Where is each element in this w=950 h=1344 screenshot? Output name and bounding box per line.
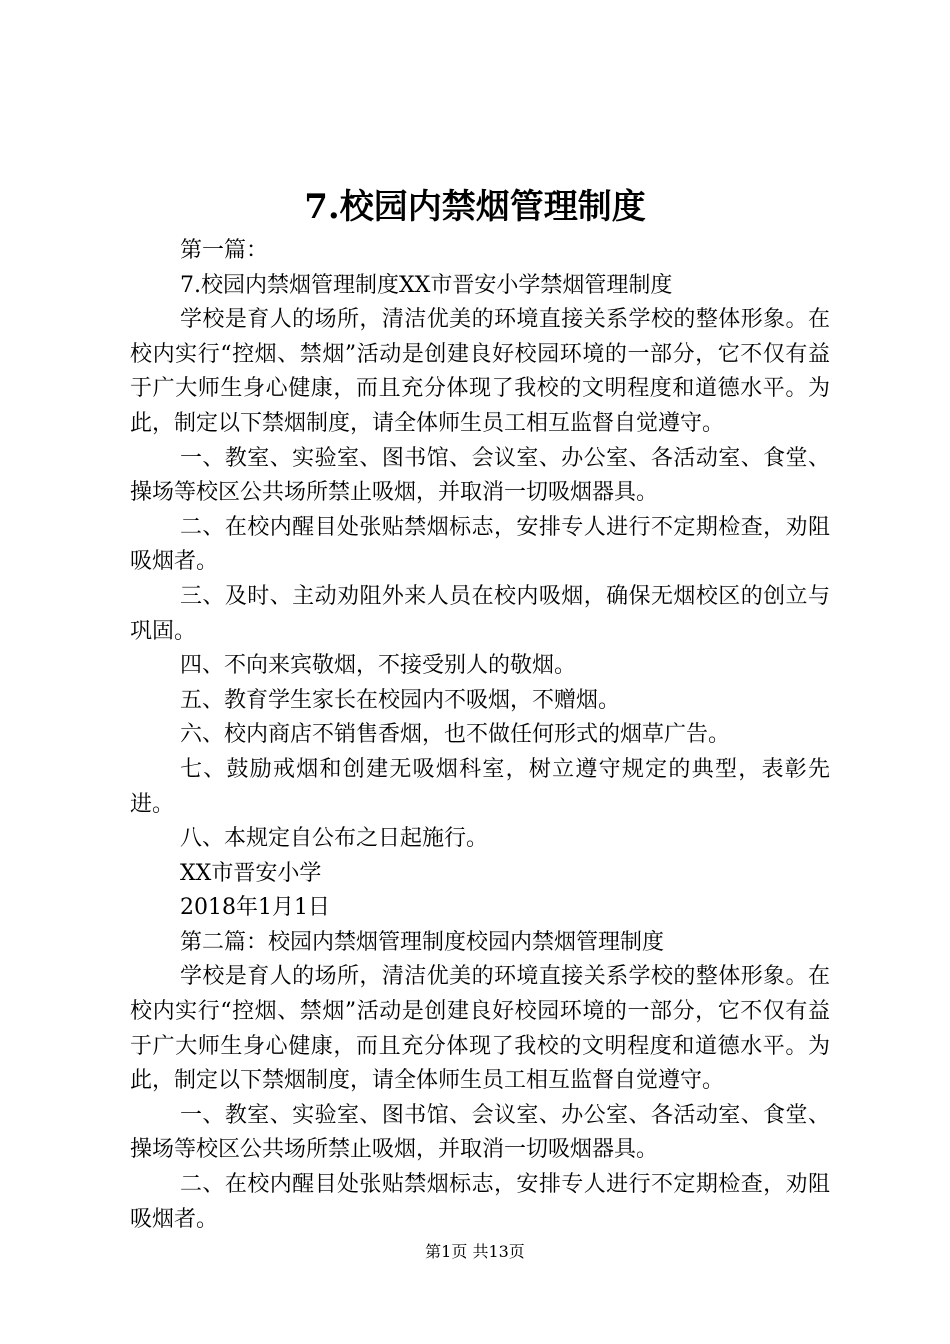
rule-item-6: 六、校内商店不销售香烟，也不做任何形式的烟草广告。	[180, 722, 731, 748]
signature-date: 2018年1月1日	[180, 895, 330, 921]
section-subtitle-1: 7.校园内禁烟管理制度XX市晋安小学禁烟管理制度	[180, 272, 673, 298]
document-title: 7.校园内禁烟管理制度	[304, 187, 646, 227]
rule-item-2: 二、在校内醒目处张贴禁烟标志，安排专人进行不定期检查，劝阻吸烟者。	[130, 514, 830, 575]
rule-item-2-second: 二、在校内醒目处张贴禁烟标志，安排专人进行不定期检查，劝阻吸烟者。	[130, 1172, 830, 1232]
signature-school: XX市晋安小学	[180, 860, 322, 886]
section-heading-2: 第二篇：校园内禁烟管理制度校园内禁烟管理制度	[180, 929, 665, 955]
paragraph-intro-2: 学校是育人的场所，清洁优美的环境直接关系学校的整体形象。在校内实行“控烟、禁烟”活动是创建良好校园环境的一部分，它不仅有益于广大师生身心健康，而且充分体现了我校的文明程度和道德水平。为此，制定以下禁烟制度，请全体师生员工相互监督自觉遵守。	[130, 964, 830, 1094]
document-body	[130, 234, 830, 1237]
paragraph-intro-1: 学校是育人的场所，清洁优美的环境直接关系学校的整体形象。在校内实行“控烟、禁烟”活动是创建良好校园环境的一部分，它不仅有益于广大师生身心健康，而且充分体现了我校的文明程度和道德水平。为此，制定以下禁烟制度，请全体师生员工相互监督自觉遵守。	[130, 307, 830, 436]
rule-item-3: 三、及时、主动劝阻外来人员在校内吸烟，确保无烟校区的创立与巩固。	[130, 583, 830, 644]
rule-item-5: 五、教育学生家长在校园内不吸烟，不赠烟。	[180, 687, 621, 713]
rule-item-4: 四、不向来宾敬烟，不接受别人的敬烟。	[180, 653, 577, 679]
rule-item-7: 七、鼓励戒烟和创建无吸烟科室，树立遵守规定的典型，表彰先进。	[130, 756, 830, 817]
page-footer: 第1页 共13页	[425, 1242, 525, 1261]
section-heading-1: 第一篇：	[180, 238, 269, 263]
rule-item-1-second: 一、教室、实验室、图书馆、会议室、办公室、各活动室、食堂、操场等校区公共场所禁止吸烟，并取消一切吸烟器具。	[130, 1102, 830, 1163]
rule-item-1: 一、教室、实验室、图书馆、会议室、办公室、各活动室、食堂、操场等校区公共场所禁止吸烟，并取消一切吸烟器具。	[130, 445, 830, 506]
rule-item-8: 八、本规定自公布之日起施行。	[180, 826, 489, 852]
